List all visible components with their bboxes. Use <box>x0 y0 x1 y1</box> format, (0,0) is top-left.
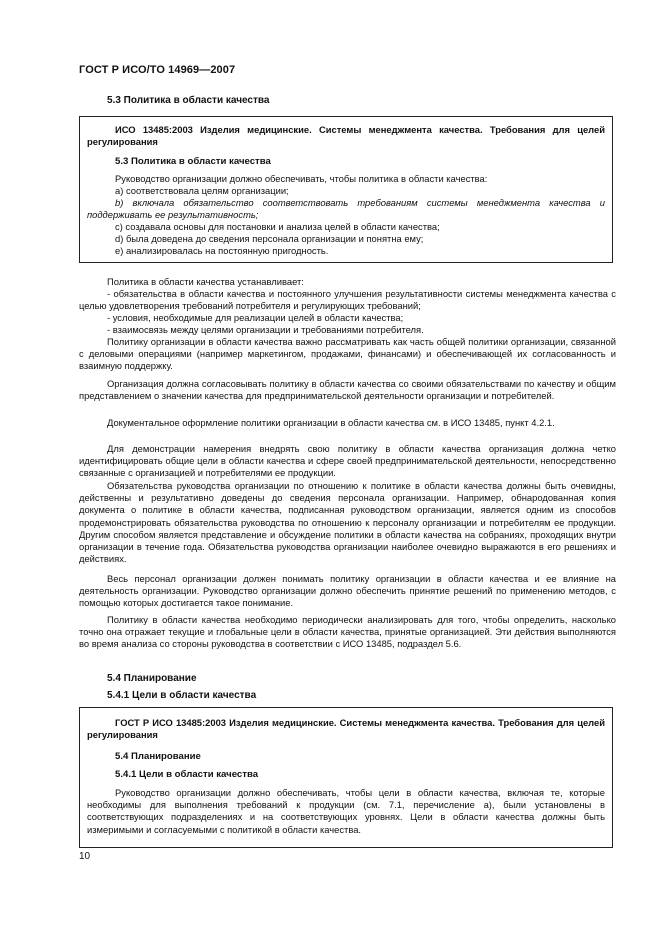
box1-item-b: b) включала обязательство соответствовать требованиям системы менеджмента качества и поддерживать ее результативность; <box>87 197 605 221</box>
box2-text: Руководство организации должно обеспечивать, чтобы цели в области качества, включая те, которые необходимы для выполнения требований к продукции (см. 7.1, перечисление а), были установлены в соответствующих подразделениях и на соответствующих уровнях. Цели в области качества должны быть измеримыми и согласуемыми с политикой в области качества. <box>87 787 605 835</box>
body-dash-1: - обязательства в области качества и постоянного улучшения результативности системы менеджмента качества с целью удовлетворения требований потребителя и регулирующих требований; <box>79 288 616 312</box>
section-heading-5-3: 5.3 Политика в области качества <box>107 95 270 106</box>
box1-item-c: c) создавала основы для постановки и анализа целей в области качества; <box>115 221 440 232</box>
section-heading-5-4-1: 5.4.1 Цели в области качества <box>107 690 257 701</box>
body-paragraph-4: Документальное оформление политики организации в области качества см. в ИСО 13485, пункт 4.2.1. <box>107 417 555 428</box>
body-paragraph-7: Весь персонал организации должен понимать политику организации в области качества и ее влияние на деятельность организации. Руководство организации должно обеспечить принятие решений по применению методов, с помощью которых достигается такое понимание. <box>79 573 616 609</box>
box1-heading: 5.3 Политика в области качества <box>115 156 271 167</box>
box1-intro: Руководство организации должно обеспечивать, чтобы политика в области качества: <box>115 173 488 184</box>
body-dash-3: - взаимосвязь между целями организации и требованиями потребителя. <box>107 324 424 335</box>
body-paragraph-1: Политика в области качества устанавливает: <box>107 276 304 287</box>
standard-quote-box-2 <box>79 707 613 848</box>
standard-quote-box-1 <box>79 116 613 263</box>
body-paragraph-5: Для демонстрации намерения внедрять свою политику в области качества организация должна четко идентифицировать общие цели в области качества и сфере своей предпринимательской деятельности, непосредственно связанные с организацией и потребителями ее продукции. <box>79 443 616 479</box>
box2-reference: ГОСТ Р ИСО 13485:2003 Изделия медицинские. Системы менеджмента качества. Требования для целей регулирования <box>87 717 605 741</box>
body-paragraph-3: Организация должна согласовывать политику в области качества со своими обязательствами по качеству и общим представлением о значении качества для предпринимательской деятельности организации и потребителей. <box>79 378 616 402</box>
box1-item-d: d) была доведена до сведения персонала организации и понятна ему; <box>115 233 424 244</box>
box2-heading-5-4-1: 5.4.1 Цели в области качества <box>115 769 259 780</box>
box1-reference: ИСО 13485:2003 Изделия медицинские. Системы менеджмента качества. Требования для целей регулирования <box>87 124 605 148</box>
body-paragraph-6: Обязательства руководства организации по отношению к политике в области качества должны быть очевидны, действенны и результативно доведены до сведения персонала организации. Например, обнародованная копия документа о политике в области качества, подписанная руководством организации, является одним из способов продемонстрировать обязательства руководства по отношению к персоналу организации и потребителям ее продукции. Другим способом является представление и обсуждение политики в области качества на собраниях, проходящих внутри организации в течение года. Обязательства руководства организации наиболее очевидно выражаются в его решениях и действиях. <box>79 480 616 565</box>
box1-item-a: а) соответствовала целям организации; <box>115 185 289 196</box>
section-heading-5-4: 5.4 Планирование <box>107 673 197 684</box>
body-dash-2: - условия, необходимые для реализации целей в области качества; <box>107 312 404 323</box>
box1-item-e: e) анализировалась на постоянную пригодность. <box>115 245 329 256</box>
box2-heading-5-4: 5.4 Планирование <box>115 751 201 762</box>
document-header: ГОСТ Р ИСО/ТО 14969—2007 <box>79 64 236 76</box>
body-paragraph-2: Политику организации в области качества важно рассматривать как часть общей политики организации, связанной с деловыми операциями (например маркетингом, продажами, финансами) и обеспечивающей их согласованность и взаимную поддержку. <box>79 336 616 372</box>
body-paragraph-8: Политику в области качества необходимо периодически анализировать для того, чтобы определить, насколько точно она отражает текущие и глобальные цели в области качества, принятые организацией. Эти действия выполняются во время анализа со стороны руководства в соответствии с ИСО 13485, подраздел 5.6. <box>79 614 616 650</box>
page-number: 10 <box>79 851 91 862</box>
